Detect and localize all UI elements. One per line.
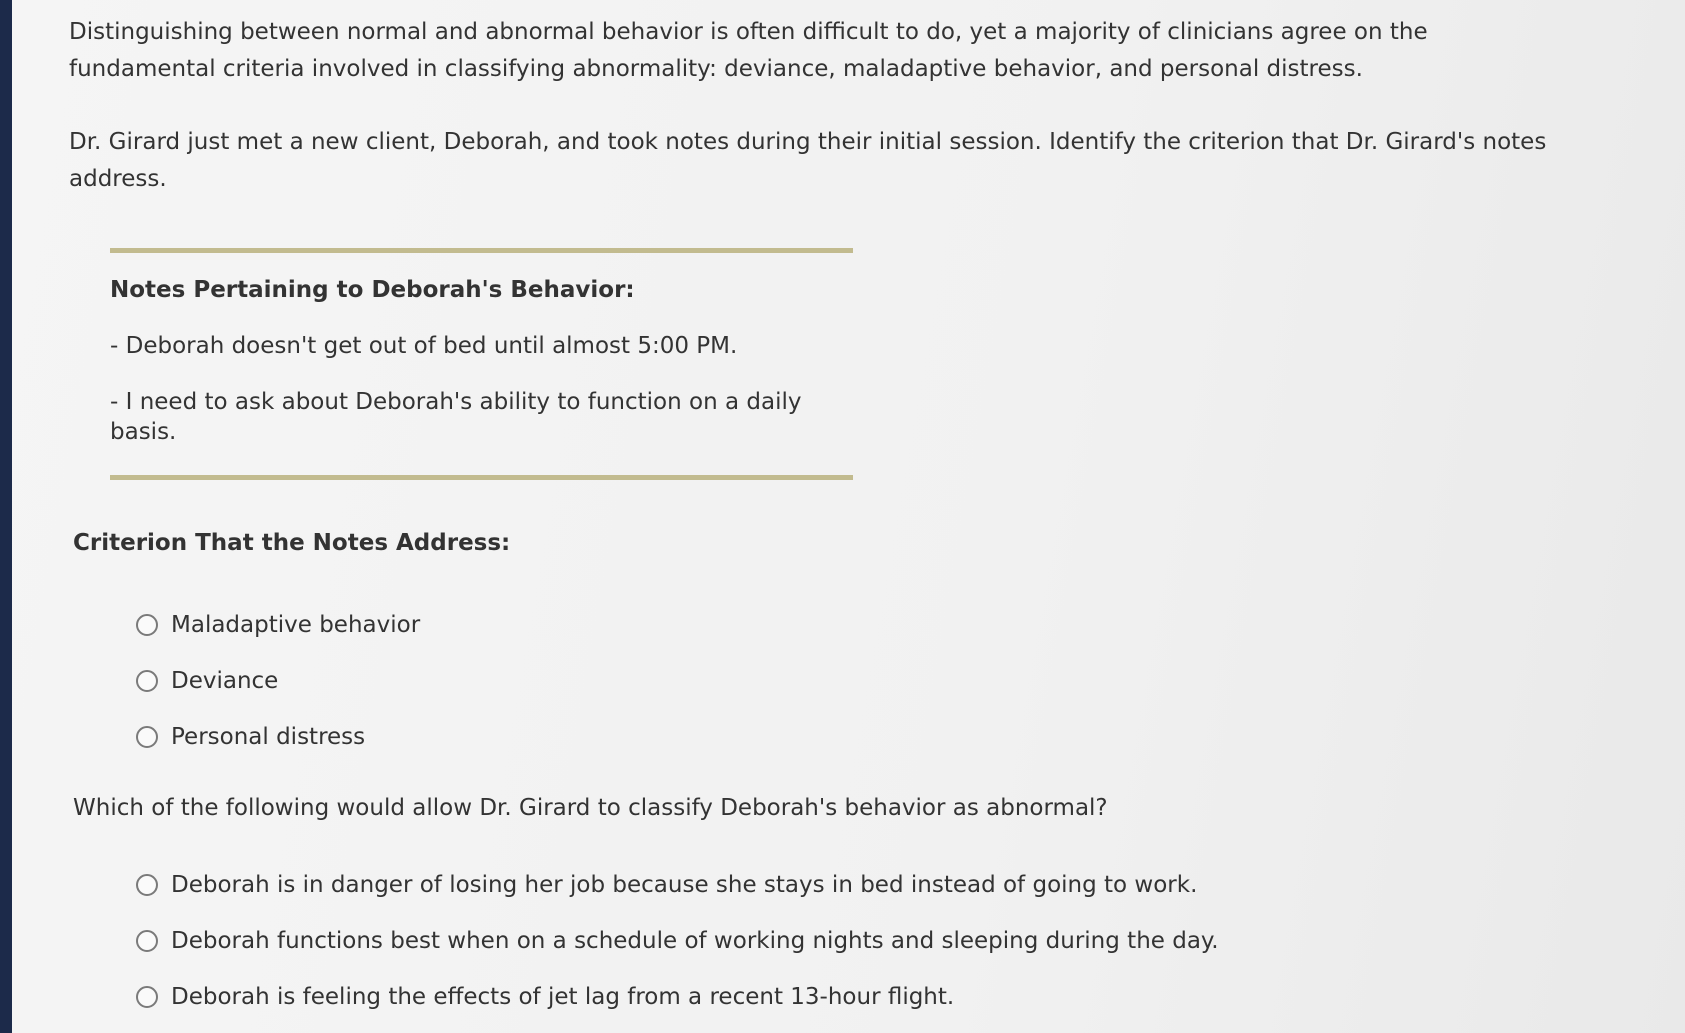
abnormal-option-jet-lag[interactable] (136, 969, 1219, 1025)
notes-top-rule (110, 248, 853, 253)
criterion-option-maladaptive[interactable] (136, 597, 420, 653)
abnormal-question: Which of the following would allow Dr. Girard to classify Deborah's behavior as abnormal? (73, 795, 1108, 821)
option-label: Maladaptive behavior (171, 612, 421, 638)
question-page (12, 0, 1685, 1033)
note-line: - I need to ask about Deborah's ability to function on a daily basis. (110, 389, 802, 445)
radio-unselected-icon[interactable] (136, 614, 158, 636)
radio-unselected-icon[interactable] (136, 670, 158, 692)
criterion-options (136, 597, 420, 765)
abnormal-options (136, 857, 1219, 1025)
radio-unselected-icon[interactable] (136, 986, 158, 1008)
option-label: Deborah is feeling the effects of jet lag from a recent 13-hour flight. (171, 984, 955, 1010)
option-label: Deborah functions best when on a schedule of working nights and sleeping during the day. (171, 928, 1219, 954)
intro-paragraph: Distinguishing between normal and abnormal behavior is often difficult to do, yet a majority of clinicians agree on the fundamental criteria involved in classifying abnormality: deviance, maladaptive behavior, and personal distress. (69, 19, 1428, 82)
notes-title: Notes Pertaining to Deborah's Behavior: (110, 277, 635, 303)
option-label: Deborah is in danger of losing her job because she stays in bed instead of going to work. (171, 872, 1198, 898)
option-label: Deviance (171, 668, 279, 694)
radio-unselected-icon[interactable] (136, 930, 158, 952)
notes-bottom-rule (110, 475, 853, 480)
criterion-option-personal-distress[interactable] (136, 709, 420, 765)
criterion-title: Criterion That the Notes Address: (73, 530, 511, 556)
note-line: - Deborah doesn't get out of bed until almost 5:00 PM. (110, 333, 738, 359)
radio-unselected-icon[interactable] (136, 874, 158, 896)
radio-unselected-icon[interactable] (136, 726, 158, 748)
abnormal-option-job[interactable] (136, 857, 1219, 913)
abnormal-option-schedule[interactable] (136, 913, 1219, 969)
notes-box (110, 248, 853, 480)
screen-bezel (0, 0, 12, 1033)
option-label: Personal distress (171, 724, 366, 750)
criterion-option-deviance[interactable] (136, 653, 420, 709)
prompt-paragraph: Dr. Girard just met a new client, Deborah, and took notes during their initial session. Identify the criterion that Dr. Girard's notes address. (69, 129, 1547, 192)
